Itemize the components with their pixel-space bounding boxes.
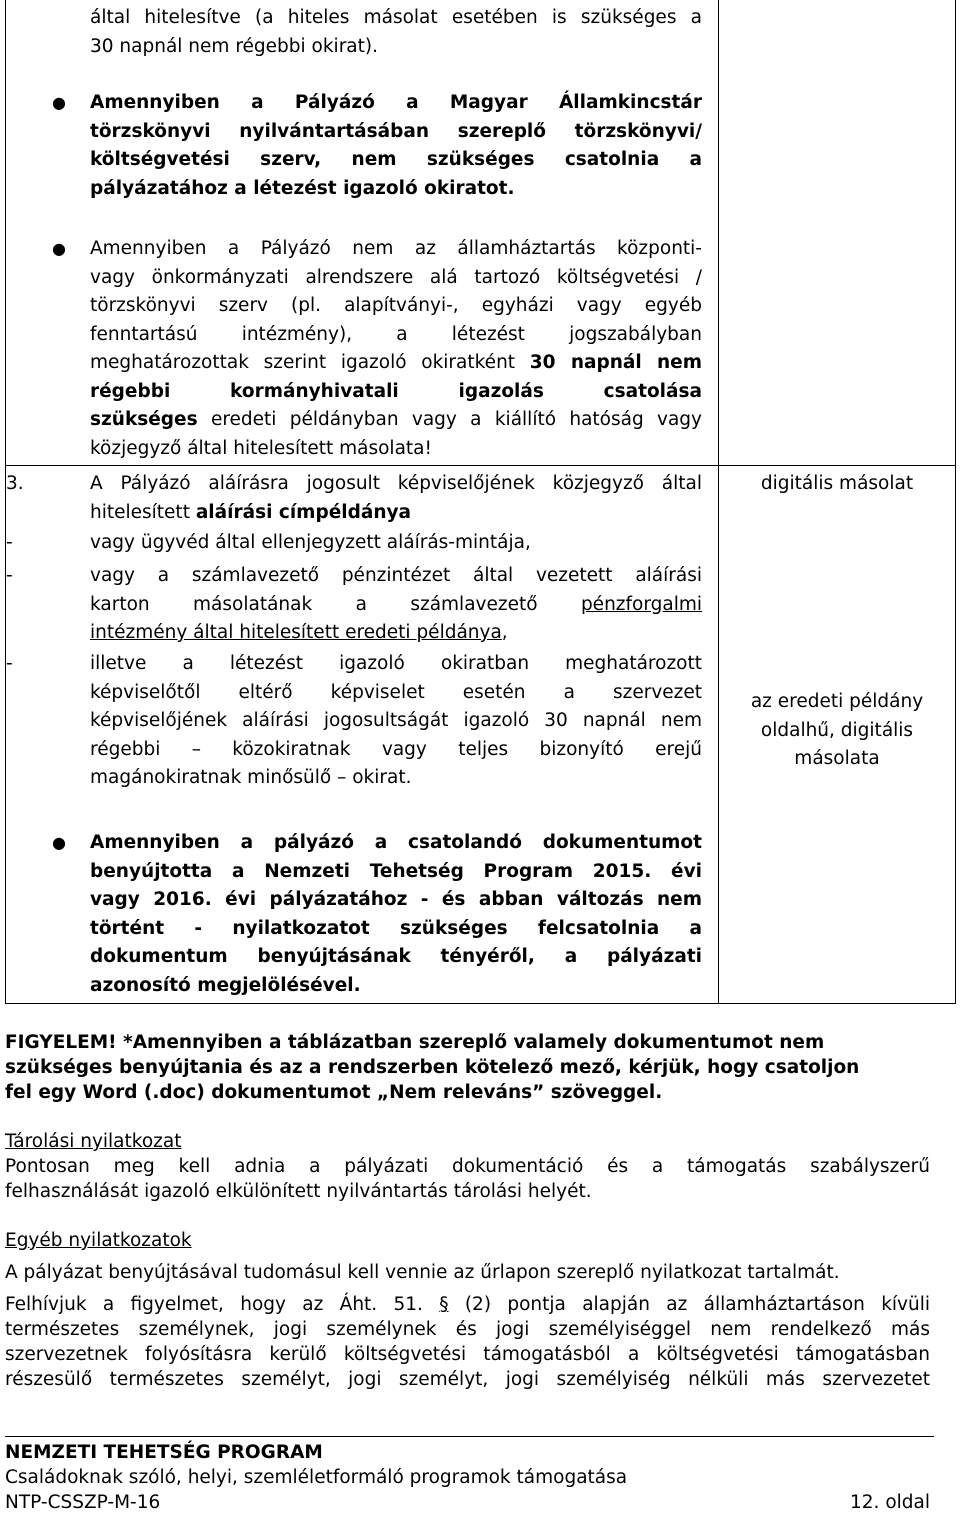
bullet-icon: ● <box>52 239 66 258</box>
item-number: 3. <box>6 473 24 494</box>
format-original-copy: az eredeti példány oldalhű, digitális másolata <box>750 691 924 769</box>
dash-marker: - <box>6 565 13 586</box>
storage-declaration: Tárolási nyilatkozat Pontosan meg kell adnia a pályázati dokumentáció és a támogatás szabályszerű felhasználását igazoló elkülönített nyilvántartás tárolási helyét. <box>5 1131 930 1202</box>
dash-item-bank: vagy a számlavezető pénzintézet által vezetett aláírási karton másolatának a számlavezető pénzforgalmi intézmény által hitelesített eredeti példánya, <box>90 565 702 643</box>
dash-marker: - <box>6 653 13 674</box>
footer-rule <box>5 1436 934 1437</box>
attention-notice: FIGYELEM! *Amennyiben a táblázatban szereplő valamely dokumentumot nem szükséges benyújtania és az a rendszerben kötelező mező, kérjük, hogy csatoljon fel egy Word (.doc) dokumentumot „Nem releváns” szöveggel. <box>5 1032 860 1103</box>
section-title: Tárolási nyilatkozat <box>5 1131 182 1152</box>
dash-item-lawyer: vagy ügyvéd által ellenjegyzett aláírás-mintája, <box>90 532 531 553</box>
footer-code: NTP-CSSZP-M-16 <box>5 1492 161 1513</box>
requirements-table <box>5 0 956 1004</box>
bullet-paragraph-treasury: Amennyiben a Pályázó a Magyar Államkincstár törzskönyvi nyilvántartásában szereplő törzskönyvi/ költségvetési szerv, nem szükséges csatolnia a pályázatához a létezést igazoló okiratot. <box>90 92 702 199</box>
cell-text: által hitelesítve (a hiteles másolat esetében is szükséges a 30 napnál nem régebbi okirat). <box>90 7 702 57</box>
dash-item-representation: illetve a létezést igazoló okiratban meghatározott képviselőtől eltérő képviselet esetén a szervezet képviselőjének aláírási jogosultságát igazoló 30 napnál nem régebbi – közokiratnak vagy teljes bizonyító erejű magánokiratnak minősülő – okirat. <box>90 653 702 788</box>
footer-program: NEMZETI TEHETSÉG PROGRAM <box>5 1442 323 1463</box>
bullet-paragraph-previous-submission: Amennyiben a pályázó a csatolandó dokumentumot benyújtotta a Nemzeti Tehetség Program 2015. évi vagy 2016. évi pályázatához - és abban változás nem történt - nyilatkozatot szükséges felcsatolnia a dokumentum benyújtásának tényéről, a pályázati azonosító megjelölésével. <box>90 832 702 996</box>
dash-marker: - <box>6 532 13 553</box>
page-number: 12. oldal <box>850 1492 930 1513</box>
page-footer <box>5 1440 930 1515</box>
bullet-paragraph-non-public: Amennyiben a Pályázó nem az államháztartás központi- vagy önkormányzati alrendszere alá tartozó költségvetési / törzskönyvi szerv (pl. alapítványi-, egyházi vagy egyéb fenntartású intézmény), a létezést jogszabályban meghatározottak szerint igazoló okiratként 30 napnál nem régebbi kormányhivatali igazolás csatolása szükséges eredeti példányban vagy a kiállító hatóság vagy közjegyző által hitelesített másolata! <box>90 238 702 459</box>
footer-subtitle: Családoknak szóló, helyi, szemléletformáló programok támogatása <box>5 1467 628 1488</box>
section-title: Egyéb nyilatkozatok <box>5 1230 192 1251</box>
bullet-icon: ● <box>52 93 66 112</box>
other-declarations: Egyéb nyilatkozatok A pályázat benyújtásával tudomásul kell vennie az űrlapon szereplő nyilatkozat tartalmát. Felhívjuk a figyelmet, hogy az Áht. 51. § (2) pontja alapján az államháztartáson kívüli természetes személynek, jogi személynek és jogi személyiséggel nem rendelkező más szervezetnek folyósításra kerülő költségvetési támogatásból a költségvetési támogatásban részesülő természetes személyt, jogi személyt, jogi személyiség nélküli más szervezetet <box>5 1230 930 1390</box>
bullet-icon: ● <box>52 833 66 852</box>
row-divider <box>6 465 955 466</box>
signature-sample-item: A Pályázó aláírásra jogosult képviselőjének közjegyző által hitelesített aláírási címpéldánya <box>90 473 702 523</box>
format-digital-copy: digitális másolat <box>760 473 914 494</box>
column-divider <box>718 0 719 465</box>
